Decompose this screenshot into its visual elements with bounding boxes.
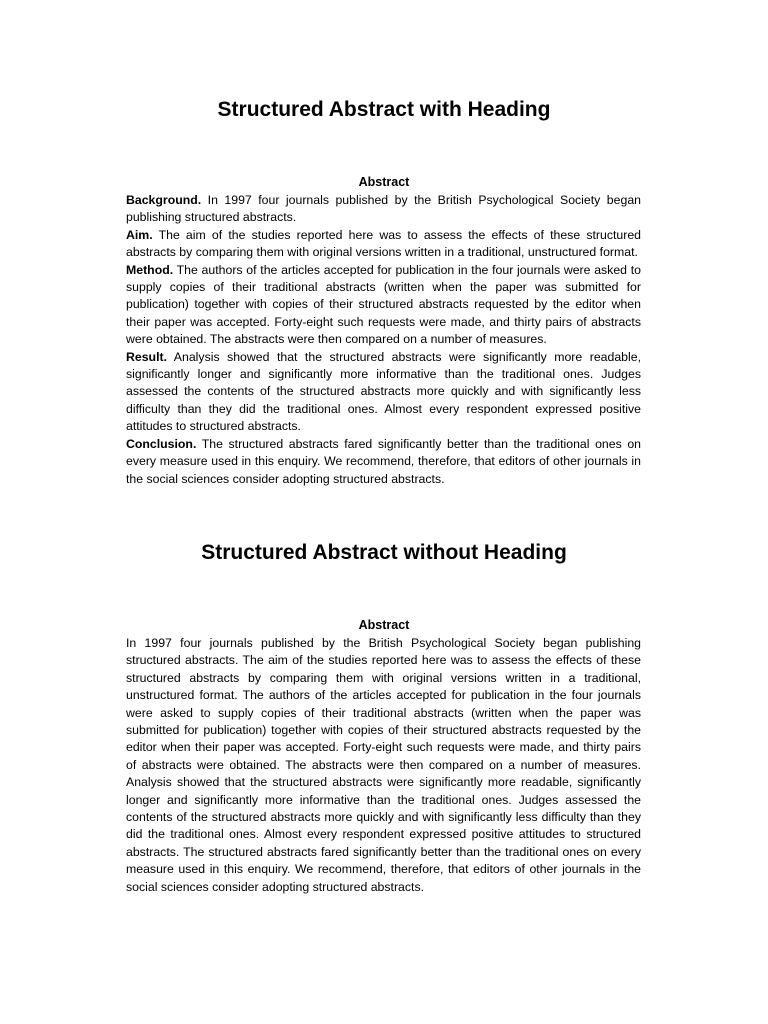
paragraph-text: Analysis showed that the structured abstracts were significantly more readable, significantly longer and significantly more informative than the traditional ones. Judges assessed the contents of the structured abstracts more quickly and with significantly less difficulty than they did the traditional ones. Almost every respondent expressed positive attitudes to structured abstracts. [126,349,641,434]
abstract-label-with-heading: Abstract [358,175,410,189]
unstructured-abstract-body [126,635,641,896]
abstract-paragraph: In 1997 four journals published by the British Psychological Society began publishing structured abstracts. The aim of the studies reported here was to assess the effects of these structured abstracts by comparing them with original versions written in a traditional, unstructured format. The authors of the articles accepted for publication in the four journals were asked to supply copies of their traditional abstracts (written when the paper was submitted for publication) together with copies of their structured abstracts requested by the editor when their paper was accepted. Forty-eight such requests were made, and thirty pairs of abstracts were obtained. The abstracts were then compared on a number of measures. Analysis showed that the structured abstracts were significantly more readable, significantly longer and significantly more informative than the traditional ones. Judges assessed the contents of the structured abstracts more quickly and with significantly less difficulty than they did the traditional ones. Almost every respondent expressed positive attitudes to structured abstracts. The structured abstracts fared significantly better than the traditional ones on every measure used in this enquiry. We recommend, therefore, that editors of other journals in the social sciences consider adopting structured abstracts. [126,636,641,894]
abstract-paragraph-background [126,192,641,227]
structured-abstract-body [126,192,641,488]
abstract-paragraph-aim [126,227,641,262]
paragraph-text: The authors of the articles accepted for publication in the four journals were asked to supply copies of their traditional abstracts (written when the paper was submitted for publication) together with copies of their structured abstracts requested by the editor when their paper was accepted. Forty-eight such requests were made, and thirty pairs of abstracts were obtained. The abstracts were then compared on a number of measures. [126,262,641,347]
abstract-label-without-heading: Abstract [358,618,410,632]
section-title-with-heading: Structured Abstract with Heading [217,98,551,121]
paragraph-heading: Method. [126,262,174,277]
paragraph-text: The structured abstracts fared significantly better than the traditional ones on every measure used in this enquiry. We recommend, therefore, that editors of other journals in the social sciences consider adopting structured abstracts. [126,436,641,486]
paragraph-text: The aim of the studies reported here was to assess the effects of these structured abstracts by comparing them with original versions written in a traditional, unstructured format. [126,227,641,260]
paragraph-text: In 1997 four journals published by the British Psychological Society began publishing structured abstracts. [126,193,641,225]
paragraph-heading: Background. [126,193,202,207]
abstract-paragraph-result [126,349,641,436]
abstract-paragraph-method [126,262,641,349]
paragraph-heading: Result. [126,349,167,364]
paragraph-heading: Conclusion. [126,436,197,451]
section-title-without-heading: Structured Abstract without Heading [201,541,567,564]
paragraph-heading: Aim. [126,227,153,242]
abstract-paragraph-conclusion [126,436,641,488]
